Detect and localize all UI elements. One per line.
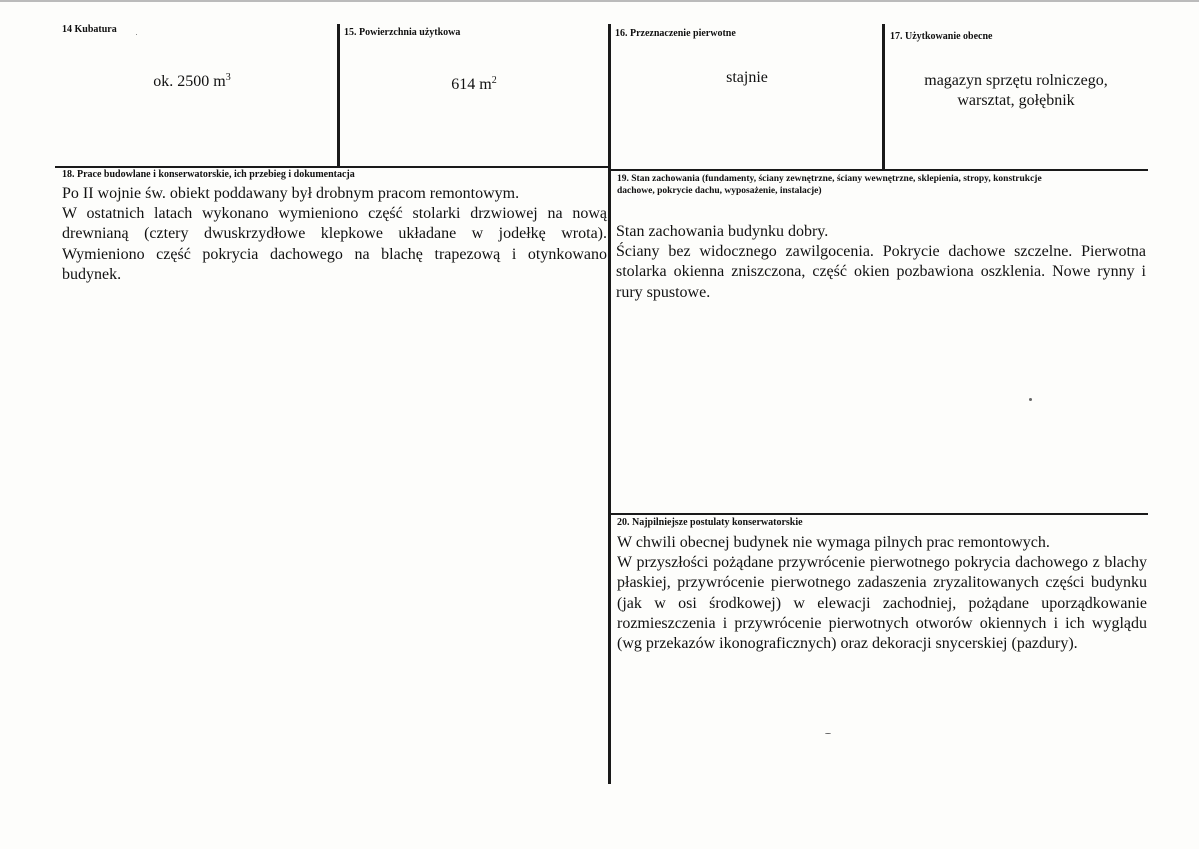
powierzchnia-label: 15. Powierzchnia użytkowa [344,27,461,38]
stan-text [616,222,1146,303]
przeznaczenie-label: 16. Przeznaczenie pierwotne [615,28,736,39]
divider-h-header-right [611,169,1148,171]
uzytkowanie-value [888,71,1144,111]
stan-label [617,173,1147,197]
scan-speck [825,733,831,734]
top-border [0,0,1199,2]
powierzchnia-exponent: 2 [491,75,497,86]
powierzchnia-value-text: 614 m [451,76,492,93]
stan-label-line-1: 19. Stan zachowania (fundamenty, ściany zewnętrzne, ściany wewnętrzne, sklepienia, stropy, konstrukcje [617,174,1042,184]
stan-paragraph-1: Stan zachowania budynku dobry. [616,223,829,240]
przeznaczenie-value: stajnie [726,69,768,86]
divider-v-3 [882,24,885,170]
divider-v-2 [608,24,611,784]
powierzchnia-value [344,75,604,95]
divider-v-1 [337,24,340,168]
kubatura-value [62,72,322,92]
prace-paragraph-1: Po II wojnie św. obiekt poddawany był drobnym pracom remontowym. [62,185,520,202]
scan-speck [1029,398,1032,401]
kubatura-exponent: 3 [225,72,231,83]
divider-h-header [55,166,611,168]
postulaty-paragraph-2: W przyszłości pożądane przywrócenie pierwotnego pokrycia dachowego z blachy płaskiej, przywrócenie pierwotnego zadaszenia zryzalitowanych części budynku (jak w osi środkowej) w elewacji zachodniej, pożądane uporządkowanie rozmieszczenia i przywrócenie pierwotnych otworów okiennych i ich wyglądu (wg przekazów ikonograficznych) oraz dekoracji snycerskiej (pazdury). [617,554,1147,653]
uzytkowanie-value-line-2: warsztat, gołębnik [957,92,1075,109]
prace-label: 18. Prace budowlane i konserwatorskie, ich przebieg i dokumentacja [62,169,355,180]
divider-h-section-20 [611,513,1148,515]
postulaty-text [617,533,1147,654]
stan-label-line-2: dachowe, pokrycie dachu, wyposażenie, instalacje) [617,186,822,196]
postulaty-paragraph-1: W chwili obecnej budynek nie wymaga pilnych prac remontowych. [617,534,1050,551]
postulaty-label: 20. Najpilniejsze postulaty konserwatorskie [617,517,803,528]
kubatura-value-text: ok. 2500 m [153,73,226,90]
uzytkowanie-value-line-1: magazyn sprzętu rolniczego, [924,72,1108,89]
scan-speck [136,34,137,35]
uzytkowanie-label: 17. Użytkowanie obecne [890,31,993,42]
kubatura-label: 14 Kubatura [62,24,117,35]
prace-text [62,184,607,285]
stan-paragraph-2: Ściany bez widocznego zawilgocenia. Pokrycie dachowe szczelne. Pierwotna stolarka okienna zniszczona, część okien pozbawiona oszklenia. Nowe rynny i rury spustowe. [616,243,1146,301]
prace-paragraph-2: W ostatnich latach wykonano wymieniono część stolarki drzwiowej na nową drewnianą (cztery dwuskrzydłowe klepkowe układane w jodełkę wrota). Wymieniono część pokrycia dachowego na blachę trapezową i otynkowano budynek. [62,205,607,283]
